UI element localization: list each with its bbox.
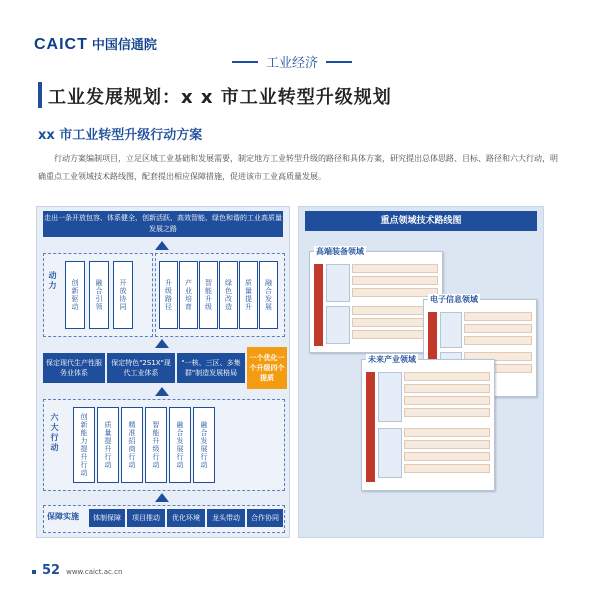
action-item: 精准招商行动 <box>121 407 143 483</box>
driver-label: 动力 <box>48 271 57 291</box>
support-item: 合作协同 <box>247 509 283 527</box>
roadmap-card-title: 高端装备领域 <box>316 247 364 256</box>
roadmap-cell <box>404 408 490 417</box>
logo-en: CAICT <box>34 36 88 53</box>
roadmap-cell <box>464 312 532 321</box>
path-item: 融合发展 <box>259 261 278 329</box>
roadmap-card-title: 电子信息领域 <box>430 295 478 304</box>
divider <box>326 61 352 63</box>
roadmap-cell <box>404 384 490 393</box>
section-tag <box>232 52 352 71</box>
path-item: 质量提升 <box>239 261 258 329</box>
roadmap-cell <box>404 440 490 449</box>
roadmap-card <box>361 355 495 491</box>
support-label: 保障实施 <box>47 512 79 521</box>
footer-url: www.caict.ac.cn <box>66 568 123 576</box>
action-item: 创新能力提升行动 <box>73 407 95 483</box>
roadmap-cell <box>404 452 490 461</box>
roadmap-cell <box>352 276 438 285</box>
roadmap-cell <box>404 428 490 437</box>
path-item: 升级路径 <box>159 261 178 329</box>
section-subtitle: xx 市工业转型升级行动方案 <box>38 128 203 143</box>
roadmap-card-title: 未来产业领域 <box>368 355 416 364</box>
driver-item: 创新驱动 <box>65 261 85 329</box>
driver-item: 开放协同 <box>113 261 133 329</box>
action-item: 智能升级行动 <box>145 407 167 483</box>
roadmap-cell <box>378 372 402 422</box>
roadmap-cell <box>404 464 490 473</box>
driver-item: 融合引领 <box>89 261 109 329</box>
support-item: 项目推动 <box>127 509 165 527</box>
roadmap-header: 重点领域技术路线图 <box>305 211 537 231</box>
support-item: 龙头带动 <box>207 509 245 527</box>
support-item: 体制保障 <box>89 509 125 527</box>
logo-cn: 中国信通院 <box>91 38 157 53</box>
path-item: 绿色改造 <box>219 261 238 329</box>
system-box: 保定现代生产性服务业体系 <box>43 353 105 383</box>
roadmap-cell <box>352 264 438 273</box>
page-number: 52 <box>42 563 61 578</box>
action-item: 融合发展行动 <box>169 407 191 483</box>
arrow-up-icon <box>155 387 169 396</box>
bullet-icon <box>32 570 36 574</box>
roadmap-cell <box>464 336 532 345</box>
arrow-up-icon <box>155 339 169 348</box>
page-footer <box>32 563 122 578</box>
system-box: "一核、三区、多集群"制造发展格局 <box>177 353 245 383</box>
actions-label: 六大行动 <box>50 413 59 453</box>
roadmap-cell <box>404 396 490 405</box>
roadmap-cell <box>378 428 402 478</box>
roadmap-cell <box>326 264 350 302</box>
intro-paragraph: 行动方案编制项目，立足区域工业基础和发展需要，制定地方工业转型升级的路径和具体方案，研究提出总体思路、目标、路径和六大行动，明确重点工业领域技术路线图，配套提出相应保障措施，促进该市工业高质量发展。 <box>38 154 558 181</box>
action-item: 融合发展行动 <box>193 407 215 483</box>
caict-logo <box>34 34 157 54</box>
support-item: 优化环境 <box>167 509 205 527</box>
path-item: 产业培育 <box>179 261 198 329</box>
category-bar <box>366 372 375 482</box>
roadmap-cell <box>352 288 438 297</box>
category-bar <box>314 264 323 346</box>
page-title: 工业发展规划：x x 市工业转型升级规划 <box>48 87 392 108</box>
upgrade-summary-box: 一个优化一个升级四个提质 <box>247 347 287 389</box>
roadmap-cell <box>440 312 462 348</box>
arrow-up-icon <box>155 241 169 250</box>
path-item: 智能升级 <box>199 261 218 329</box>
action-item: 质量提升行动 <box>97 407 119 483</box>
roadmap-cell <box>464 324 532 333</box>
framework-header: 走出一条开放包容、体系健全、创新活跃、高效智能、绿色和谐的工业高质量发展之路 <box>43 211 283 237</box>
arrow-up-icon <box>155 493 169 502</box>
section-tag-text: 工业经济 <box>266 56 319 71</box>
system-box: 保定特色"2S1X"现代工业体系 <box>107 353 175 383</box>
tech-roadmap-diagram <box>298 206 544 538</box>
divider <box>232 61 258 63</box>
upgrade-framework-diagram <box>36 206 290 538</box>
roadmap-cell <box>326 306 350 344</box>
title-accent-bar <box>38 82 42 108</box>
roadmap-cell <box>404 372 490 381</box>
